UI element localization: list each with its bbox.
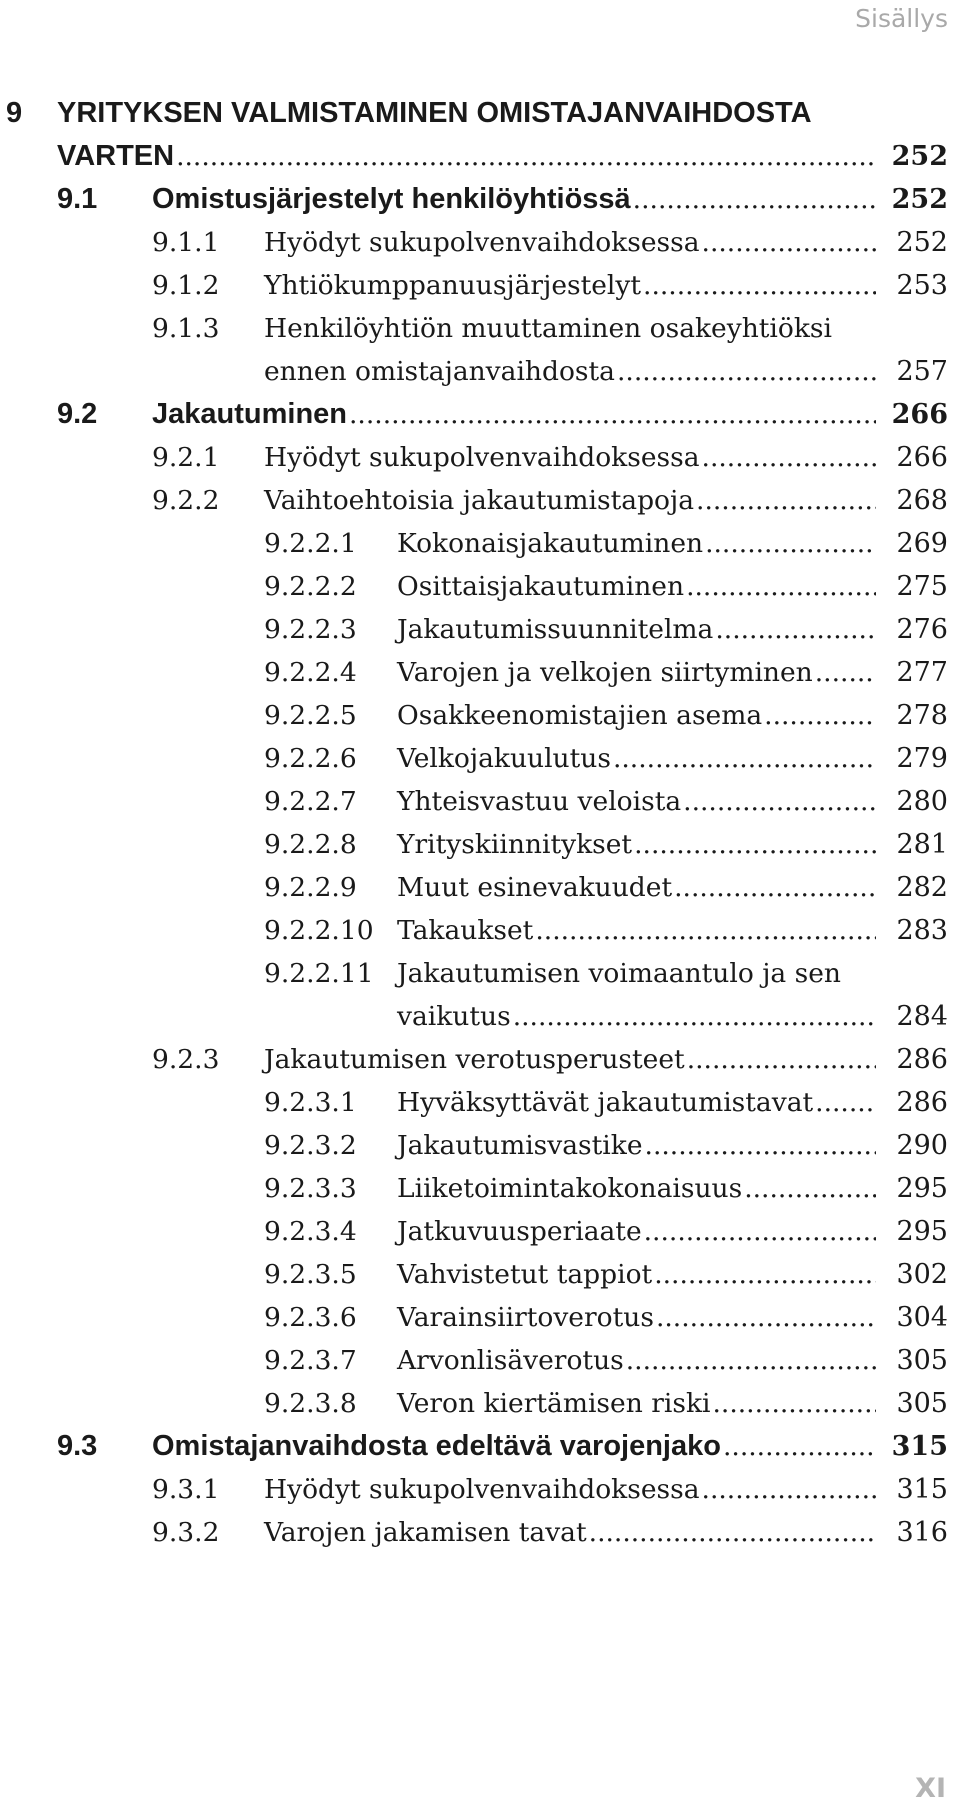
toc-entry-title: Velkojakuulutus — [397, 743, 611, 774]
toc-entry-page: 302 — [896, 1259, 948, 1290]
toc-entry-page: 266 — [896, 442, 948, 473]
toc-entry[interactable] — [0, 479, 960, 522]
toc-entry[interactable] — [0, 608, 960, 651]
toc-entry[interactable] — [0, 135, 960, 178]
dot-leader — [176, 135, 876, 178]
toc-entry[interactable] — [0, 522, 960, 565]
toc-entry-page: 266 — [891, 399, 948, 430]
toc-entry-title: ennen omistajanvaihdosta — [264, 356, 615, 387]
toc-entry-number: 9.3 — [57, 1430, 98, 1462]
dot-leader — [633, 178, 876, 221]
toc-entry-title: Vaihtoehtoisia jakautumistapoja — [264, 485, 695, 516]
toc-entry-title: Jakautumisen verotusperusteet — [264, 1044, 685, 1075]
dot-leader — [589, 1511, 876, 1554]
toc-entry-title: Takaukset — [397, 915, 534, 946]
toc-entry-number: 9.1.1 — [152, 227, 220, 258]
toc-entry[interactable] — [0, 1382, 960, 1425]
toc-entry-title: Hyödyt sukupolvenvaihdoksessa — [264, 1474, 700, 1505]
dot-leader — [349, 393, 876, 436]
toc-entry[interactable] — [0, 393, 960, 436]
page-number: XI — [915, 1773, 946, 1804]
toc-entry-number: 9.1 — [57, 183, 98, 215]
toc-entry-title: Hyväksyttävät jakautumistavat — [397, 1087, 814, 1118]
toc-entry-number: 9.2.3.2 — [264, 1130, 357, 1161]
toc-entry-number: 9 — [6, 97, 23, 129]
dot-leader — [696, 479, 876, 522]
toc-entry[interactable] — [0, 1038, 960, 1081]
toc-entry[interactable] — [0, 1511, 960, 1554]
toc-entry-title: Jakautumissuunnitelma — [397, 614, 714, 645]
dot-leader — [723, 1425, 876, 1468]
toc-entry-title: Vahvistetut tappiot — [397, 1259, 653, 1290]
toc-entry-page: 253 — [896, 270, 948, 301]
toc-entry-number: 9.2.2.4 — [264, 657, 357, 688]
toc-entry-title: Jatkuvuusperiaate — [397, 1216, 642, 1247]
dot-leader — [715, 608, 876, 651]
dot-leader — [815, 1081, 876, 1124]
toc-entry[interactable] — [0, 909, 960, 952]
toc-entry-page: 252 — [891, 141, 948, 172]
toc-entry[interactable] — [0, 307, 960, 350]
toc-entry-page: 277 — [896, 657, 948, 688]
dot-leader — [634, 823, 876, 866]
toc-entry-number: 9.1.3 — [152, 313, 220, 344]
toc-entry-page: 252 — [896, 227, 948, 258]
toc-entry-page: 304 — [896, 1302, 948, 1333]
toc-entry[interactable] — [0, 1339, 960, 1382]
toc-entry-title: VARTEN — [57, 140, 175, 172]
toc-entry[interactable] — [0, 1296, 960, 1339]
toc-entry-title: Henkilöyhtiön muuttaminen osakeyhtiöksi — [264, 313, 832, 344]
toc-entry[interactable] — [0, 1210, 960, 1253]
toc-entry-number: 9.2.2 — [152, 485, 220, 516]
dot-leader — [643, 264, 876, 307]
toc-entry-number: 9.2.2.8 — [264, 829, 357, 860]
dot-leader — [705, 522, 876, 565]
toc-entry-title: Yrityskiinnitykset — [397, 829, 633, 860]
toc-entry-number: 9.2.2.1 — [264, 528, 357, 559]
toc-entry-number: 9.2.3.4 — [264, 1216, 357, 1247]
toc-entry[interactable] — [0, 737, 960, 780]
dot-leader — [626, 1339, 876, 1382]
toc-entry-page: 282 — [896, 872, 948, 903]
toc-entry[interactable] — [0, 866, 960, 909]
toc-entry[interactable] — [0, 221, 960, 264]
toc-entry-title: Hyödyt sukupolvenvaihdoksessa — [264, 442, 700, 473]
toc-entry-number: 9.2.2.10 — [264, 915, 374, 946]
dot-leader — [687, 1038, 876, 1081]
toc-entry-page: 316 — [896, 1517, 948, 1548]
toc-entry-page: 280 — [896, 786, 948, 817]
toc-entry-page: 283 — [896, 915, 948, 946]
dot-leader — [617, 350, 876, 393]
toc-entry[interactable] — [0, 565, 960, 608]
toc-entry-number: 9.2.2.6 — [264, 743, 357, 774]
toc-entry-number: 9.2.3.7 — [264, 1345, 357, 1376]
toc-entry-number: 9.3.1 — [152, 1474, 220, 1505]
toc-entry[interactable] — [0, 1468, 960, 1511]
toc-entry-title: Yhtiökumppanuusjärjestelyt — [264, 270, 642, 301]
dot-leader — [613, 737, 876, 780]
toc-entry-page: 305 — [896, 1345, 948, 1376]
toc-entry-page: 295 — [896, 1216, 948, 1247]
toc-entry-title: Jakautuminen — [152, 398, 347, 430]
toc-entry-title: Liiketoimintakokonaisuus — [397, 1173, 743, 1204]
dot-leader — [644, 1210, 876, 1253]
toc-entry-number: 9.2.3 — [152, 1044, 220, 1075]
toc-entry-number: 9.2.1 — [152, 442, 220, 473]
toc-entry-page: 268 — [896, 485, 948, 516]
toc-entry-number: 9.2.3.3 — [264, 1173, 357, 1204]
dot-leader — [654, 1253, 876, 1296]
toc-entry-number: 9.2.3.8 — [264, 1388, 357, 1419]
toc-entry-number: 9.2.3.6 — [264, 1302, 357, 1333]
dot-leader — [702, 221, 876, 264]
dot-leader — [815, 651, 876, 694]
toc-entry-title: Omistajanvaihdosta edeltävä varojenjako — [152, 1430, 721, 1462]
toc-entry-page: 286 — [896, 1087, 948, 1118]
toc-entry-title: Jakautumisen voimaantulo ja sen — [397, 958, 841, 989]
toc-entry-number: 9.2.2.2 — [264, 571, 357, 602]
toc-entry[interactable] — [0, 1425, 960, 1468]
toc-entry-page: 290 — [896, 1130, 948, 1161]
toc-entry-page: 284 — [896, 1001, 948, 1032]
toc-entry-page: 279 — [896, 743, 948, 774]
toc-entry-title: Kokonaisjakautuminen — [397, 528, 704, 559]
toc-entry-title: Arvonlisäverotus — [397, 1345, 624, 1376]
dot-leader — [674, 866, 876, 909]
toc-entry-title: Osittaisjakautuminen — [397, 571, 685, 602]
toc-entry[interactable] — [0, 952, 960, 995]
toc-entry-page: 278 — [896, 700, 948, 731]
toc-entry[interactable] — [0, 436, 960, 479]
toc-entry[interactable] — [0, 995, 960, 1038]
toc-entry[interactable] — [0, 780, 960, 823]
toc-entry[interactable] — [0, 1124, 960, 1167]
dot-leader — [764, 694, 876, 737]
toc-entry-title: Hyödyt sukupolvenvaihdoksessa — [264, 227, 700, 258]
toc-entry-title: vaikutus — [397, 1001, 511, 1032]
dot-leader — [686, 565, 876, 608]
dot-leader — [683, 780, 876, 823]
toc-entry-page: 281 — [896, 829, 948, 860]
toc-entry-title: Veron kiertämisen riski — [397, 1388, 711, 1419]
toc-entry-number: 9.2.2.7 — [264, 786, 357, 817]
toc-entry-number: 9.1.2 — [152, 270, 220, 301]
toc-entry[interactable] — [0, 264, 960, 307]
toc-entry-title: Varojen jakamisen tavat — [264, 1517, 587, 1548]
toc-entry-page: 257 — [896, 356, 948, 387]
toc-entry-page: 295 — [896, 1173, 948, 1204]
toc-entry-number: 9.2.3.1 — [264, 1087, 357, 1118]
toc-entry-page: 275 — [896, 571, 948, 602]
toc-entry-number: 9.2.3.5 — [264, 1259, 357, 1290]
toc-entry[interactable] — [0, 651, 960, 694]
toc-entry[interactable] — [0, 823, 960, 866]
toc-entry-title: Varojen ja velkojen siirtyminen — [397, 657, 813, 688]
toc-entry-title: Varainsiirtoverotus — [397, 1302, 654, 1333]
toc-entry-number: 9.2.2.9 — [264, 872, 357, 903]
toc-entry[interactable] — [0, 92, 960, 135]
toc-entry[interactable] — [0, 1167, 960, 1210]
toc-entry-title: Omistusjärjestelyt henkilöyhtiössä — [152, 183, 631, 215]
toc-entry[interactable] — [0, 694, 960, 737]
toc-entry-number: 9.2.2.5 — [264, 700, 357, 731]
dot-leader — [744, 1167, 876, 1210]
dot-leader — [513, 995, 876, 1038]
toc-entry-page: 276 — [896, 614, 948, 645]
toc-entry-number: 9.2.2.3 — [264, 614, 357, 645]
toc-entry-title: Yhteisvastuu veloista — [397, 786, 682, 817]
toc-entry-title: Muut esinevakuudet — [397, 872, 673, 903]
dot-leader — [702, 436, 876, 479]
toc-entry-title: YRITYKSEN VALMISTAMINEN OMISTAJANVAIHDOSTA — [57, 97, 812, 129]
dot-leader — [656, 1296, 876, 1339]
toc-entry-page: 252 — [891, 184, 948, 215]
toc-entry[interactable] — [0, 1081, 960, 1124]
toc-entry-number: 9.2 — [57, 398, 98, 430]
toc-entry-title: Osakkeenomistajien asema — [397, 700, 763, 731]
toc-entry[interactable] — [0, 1253, 960, 1296]
toc-entry-page: 286 — [896, 1044, 948, 1075]
toc-entry-page: 269 — [896, 528, 948, 559]
toc-entry[interactable] — [0, 350, 960, 393]
dot-leader — [712, 1382, 876, 1425]
dot-leader — [645, 1124, 876, 1167]
running-header: Sisällys — [855, 4, 948, 33]
dot-leader — [535, 909, 876, 952]
toc-entry[interactable] — [0, 178, 960, 221]
toc-entry-page: 305 — [896, 1388, 948, 1419]
toc-entry-page: 315 — [896, 1474, 948, 1505]
toc-entry-number: 9.2.2.11 — [264, 958, 374, 989]
toc-entry-page: 315 — [891, 1431, 948, 1462]
dot-leader — [702, 1468, 876, 1511]
toc-entry-title: Jakautumisvastike — [397, 1130, 643, 1161]
toc-entry-number: 9.3.2 — [152, 1517, 220, 1548]
